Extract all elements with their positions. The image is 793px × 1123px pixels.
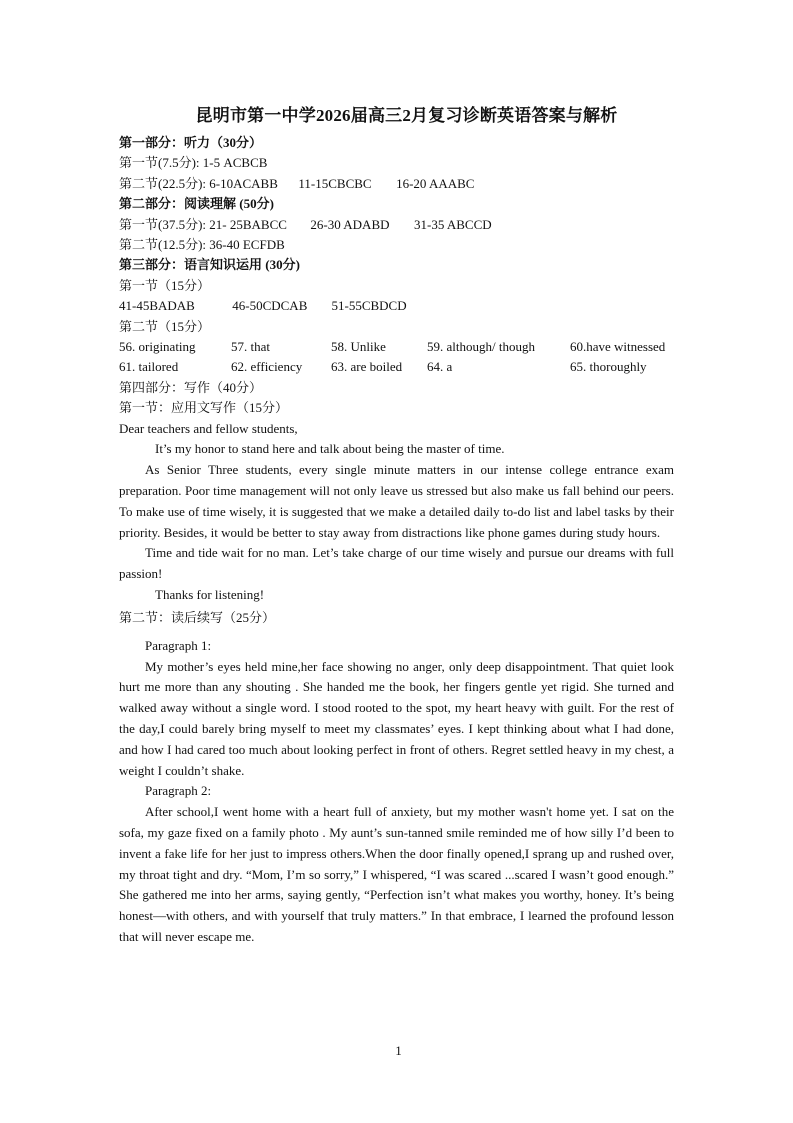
grammar-answer-59: 59. although/ though	[427, 339, 535, 355]
grammar-answer-57: 57. that	[231, 339, 270, 355]
part2-section1	[119, 215, 674, 235]
paragraph-2-label: Paragraph 2:	[145, 783, 212, 799]
grammar-answer-64: 64. a	[427, 359, 453, 375]
part1-section1: 第一节(7.5分): 1-5 ACBCB	[119, 155, 268, 171]
grammar-answers-row-1	[119, 337, 674, 357]
grammar-answer-65: 65. thoroughly	[570, 359, 647, 375]
part2-section2: 第二节(12.5分): 36-40 ECFDB	[119, 237, 285, 253]
part2-heading: 第二部分：阅读理解 (50分)	[119, 196, 274, 212]
cloze-answer-3: 51-55CBDCD	[331, 298, 407, 314]
part4-section1-heading: 第一节：应用文写作（15分）	[119, 400, 289, 416]
grammar-answer-60: 60.have witnessed	[570, 339, 666, 355]
cloze-answer-1: 41-45BADAB	[119, 298, 195, 314]
speech-body-2: Time and tide wait for no man. Let’s take charge of our time wisely and pursue our dreams with full passion!	[119, 545, 674, 582]
part1-section2-label: 第二节(22.5分): 6-10ACABB	[119, 175, 278, 191]
part2-section1-answer-2: 26-30 ADABD	[310, 216, 390, 232]
answer-document	[119, 103, 674, 948]
grammar-answer-56: 56. originating	[119, 339, 196, 355]
grammar-answer-58: 58. Unlike	[331, 339, 386, 355]
part3-heading: 第三部分：语言知识运用 (30分)	[119, 257, 300, 273]
speech-body-1: As Senior Three students, every single minute matters in our intense college entrance exam preparation. Poor time management will not only leave us stressed but also make us fall behind our peers. To make use of time wisely, it is suggested that we make a detailed daily to-do list and label tasks by their priority. Besides, it would be better to stay away from distractions like phone games during study hours.	[119, 462, 674, 540]
part4-section2-heading: 第二节：读后续写（25分）	[119, 609, 276, 625]
paragraph-2-text: After school,I went home with a heart full of anxiety, but my mother wasn't home yet. I sat on the sofa, my gaze fixed on a family photo . My aunt’s sun-tanned smile reminded me of how silly I’d been to invent a fake life for her just to impress others.When the door finally opened,I sprang up and rushed over, my throat tight and dry. “Mom, I’m so sorry,” I whispered, “I was scared ...scared I wasn’t good enough.” She gathered me into her arms, saying gently, “Perfection isn’t what makes you worthy, honey. It’s being honest—with others, and with yourself that truly matters.” In that embrace, I learned the profound lesson that will never escape me.	[119, 804, 674, 945]
paragraph-1-label: Paragraph 1:	[145, 637, 212, 653]
speech-opening: It’s my honor to stand here and talk about being the master of time.	[155, 441, 505, 457]
part2-section1-label: 第一节(37.5分): 21- 25BABCC	[119, 216, 287, 232]
grammar-answer-61: 61. tailored	[119, 359, 179, 375]
page-number: 1	[395, 1043, 402, 1058]
grammar-answer-63: 63. are boiled	[331, 359, 403, 375]
part3-section1-answers	[119, 296, 674, 316]
grammar-answer-62: 62. efficiency	[231, 359, 303, 375]
part1-heading: 第一部分：听力（30分）	[119, 135, 263, 150]
speech-salutation: Dear teachers and fellow students,	[119, 420, 298, 436]
page-title: 昆明市第一中学2026届高三2月复习诊断英语答案与解析	[195, 106, 618, 125]
part1-section2-answer-2: 11-15CBCBC	[298, 175, 372, 191]
part1-section2-answer-3: 16-20 AAABC	[396, 175, 475, 191]
part3-section2-heading: 第二节（15分）	[119, 318, 211, 334]
part1-section2	[119, 174, 674, 194]
paragraph-1-text: My mother’s eyes held mine,her face showing no anger, only deep disappointment. That quiet look hurt me more than any shouting . She handed me the book, her fingers gentle yet rigid. She turned and walked away without a single word. I stood rooted to the spot, my heart heavy with guilt. For the rest of the day,I could barely bring myself to meet my classmates’ eyes. I kept thinking about what I had done, and how I had cared too much about looking perfect in front of others. Regret settled heavy in my chest, a weight I couldn’t shake.	[119, 658, 674, 778]
part4-heading: 第四部分：写作（40分）	[119, 379, 263, 395]
part3-section1-heading: 第一节（15分）	[119, 277, 211, 293]
grammar-answers-row-2	[119, 357, 674, 377]
speech-closing: Thanks for listening!	[155, 587, 265, 603]
cloze-answer-2: 46-50CDCAB	[232, 298, 308, 314]
part2-section1-answer-3: 31-35 ABCCD	[414, 216, 492, 232]
